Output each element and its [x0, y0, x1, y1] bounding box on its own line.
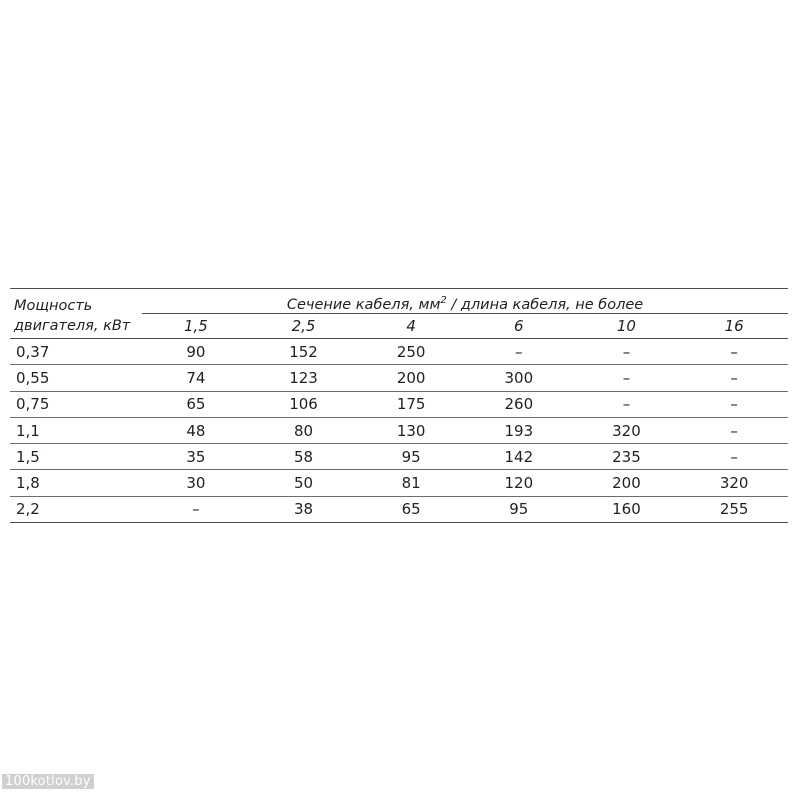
length-cell: 95 — [465, 496, 573, 522]
cable-length-table — [10, 288, 788, 523]
length-cell: 74 — [142, 365, 250, 391]
length-cell: 300 — [465, 365, 573, 391]
length-cell: 200 — [357, 365, 465, 391]
length-cell: 50 — [250, 470, 358, 496]
length-cell: 175 — [357, 391, 465, 417]
length-cell: 80 — [250, 417, 358, 443]
length-cell: 58 — [250, 444, 358, 470]
cable-length-table-container — [10, 288, 788, 523]
length-cell: 48 — [142, 417, 250, 443]
table-row — [10, 444, 788, 470]
length-cell: 90 — [142, 339, 250, 365]
length-cell: 120 — [465, 470, 573, 496]
cable-section-header — [142, 289, 788, 314]
table-row — [10, 470, 788, 496]
watermark-text: 100kotlov.by — [2, 774, 94, 789]
power-cell: 1,1 — [10, 417, 142, 443]
power-cell: 1,5 — [10, 444, 142, 470]
length-cell: – — [680, 365, 788, 391]
length-cell: 130 — [357, 417, 465, 443]
length-cell: – — [573, 391, 681, 417]
length-cell: 106 — [250, 391, 358, 417]
column-header-section: 6 — [465, 314, 573, 339]
length-cell: – — [142, 496, 250, 522]
length-cell: 65 — [357, 496, 465, 522]
column-header-section: 10 — [573, 314, 681, 339]
length-cell: 250 — [357, 339, 465, 365]
length-cell: 200 — [573, 470, 681, 496]
cable-section-header-sup: 2 — [440, 295, 447, 307]
length-cell: 320 — [573, 417, 681, 443]
cable-section-header-suffix: / длина кабеля, не более — [446, 297, 644, 313]
length-cell: 30 — [142, 470, 250, 496]
length-cell: 95 — [357, 444, 465, 470]
power-cell: 2,2 — [10, 496, 142, 522]
column-header-section: 16 — [680, 314, 788, 339]
table-row — [10, 496, 788, 522]
table-row — [10, 391, 788, 417]
length-cell: 235 — [573, 444, 681, 470]
column-header-section: 4 — [357, 314, 465, 339]
length-cell: – — [680, 444, 788, 470]
column-header-section: 2,5 — [250, 314, 358, 339]
table-row — [10, 417, 788, 443]
length-cell: 255 — [680, 496, 788, 522]
power-cell: 0,75 — [10, 391, 142, 417]
length-cell: 152 — [250, 339, 358, 365]
table-row — [10, 339, 788, 365]
power-column-header: Мощность двигателя, кВт — [10, 289, 142, 339]
length-cell: – — [680, 417, 788, 443]
cable-section-header-prefix: Сечение кабеля, мм — [286, 297, 441, 313]
table-row — [10, 365, 788, 391]
length-cell: 38 — [250, 496, 358, 522]
length-cell: – — [680, 391, 788, 417]
length-cell: – — [573, 365, 681, 391]
length-cell: – — [573, 339, 681, 365]
length-cell: 81 — [357, 470, 465, 496]
length-cell: – — [680, 339, 788, 365]
power-cell: 0,55 — [10, 365, 142, 391]
length-cell: 320 — [680, 470, 788, 496]
column-header-section: 1,5 — [142, 314, 250, 339]
length-cell: 65 — [142, 391, 250, 417]
length-cell: 193 — [465, 417, 573, 443]
length-cell: 35 — [142, 444, 250, 470]
length-cell: 142 — [465, 444, 573, 470]
length-cell: – — [465, 339, 573, 365]
length-cell: 123 — [250, 365, 358, 391]
length-cell: 260 — [465, 391, 573, 417]
power-cell: 1,8 — [10, 470, 142, 496]
length-cell: 160 — [573, 496, 681, 522]
power-cell: 0,37 — [10, 339, 142, 365]
